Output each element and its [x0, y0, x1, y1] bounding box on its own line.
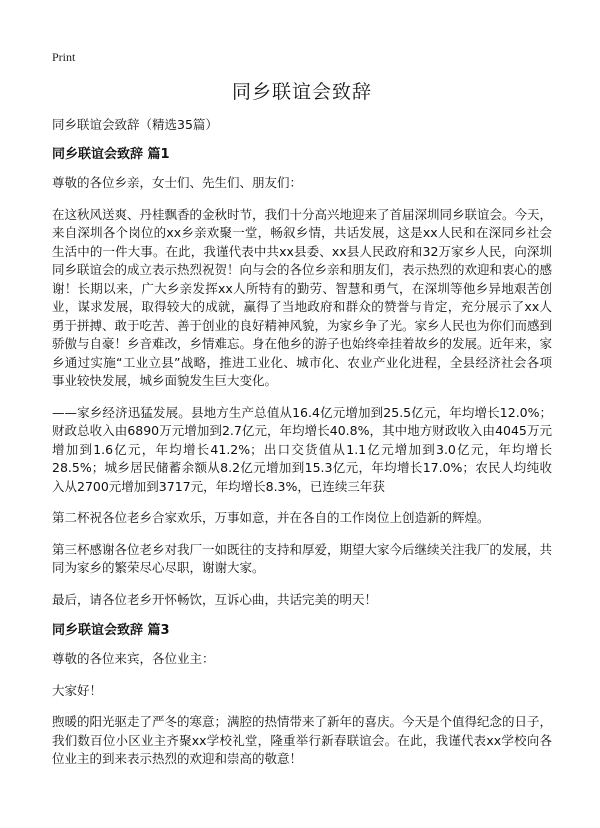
print-link[interactable]: Print	[52, 50, 76, 64]
body-paragraph: 在这秋风送爽、丹桂飘香的金秋时节，我们十分高兴地迎来了首届深圳同乡联谊会。今天，来自深圳各个岗位的xx乡亲欢聚一堂，畅叙乡情，共话发展，这是xx人民和在深同乡社会生活中的一件大事。在此，我谨代表中共xx县委、xx县人民政府和32万家乡人民，向深圳同乡联谊会的成立表示热烈祝贺！向与会的各位乡亲和朋友们，表示热烈的欢迎和衷心的感谢！长期以来，广大乡亲发挥xx人所特有的勤劳、智慧和勇气，在深圳等他乡异地艰苦创业，谋求发展，取得较大的成就，赢得了当地政府和群众的赞誉与肯定，充分展示了xx人勇于拼搏、敢于吃苦、善于创业的良好精神风貌，为家乡争了光。家乡人民也为你们而感到骄傲与自豪！乡音难改，乡情难忘。身在他乡的游子也始终牵挂着故乡的发展。近年来，家乡通过实施“工业立县”战略，推进工业化、城市化、农业产业化进程，全县经济社会各项事业较快发展，城乡面貌发生巨大变化。	[52, 206, 553, 388]
greeting-paragraph: 尊敬的各位来宾，各位业主：	[52, 651, 215, 666]
page-title: 同乡联谊会致辞	[231, 81, 372, 103]
section-heading: 同乡联谊会致辞 篇3	[52, 623, 170, 638]
greeting-paragraph: 尊敬的各位乡亲，女士们、先生们、朋友们：	[52, 175, 303, 190]
body-paragraph: 最后，请各位老乡开怀畅饮，互诉心曲，共话完美的明天！	[52, 591, 378, 607]
body-paragraph: 第三杯感谢各位老乡对我厂一如既往的支持和厚爱，期望大家今后继续关注我厂的发展，共同为家乡的繁荣尽心尽职，谢谢大家。	[52, 541, 553, 575]
section-heading: 同乡联谊会致辞 篇1	[52, 147, 170, 162]
article	[52, 78, 552, 782]
body-paragraph: 大家好！	[52, 682, 103, 698]
body-paragraph: ——家乡经济迅猛发展。县地方生产总值从16.4亿元增加到25.5亿元，年均增长12.0%；财政总收入由6890万元增加到2.7亿元，年均增长40.8%，其中地方财政收入由4045万元增加到1.6亿元，年均增长41.2%；出口交货值从1.1亿元增加到3.0亿元，年均增长28.5%；城乡居民储蓄余额从8.2亿元增加到15.3亿元，年均增长17.0%；农民人均纯收入从2700元增加到3717元，年均增长8.3%，已连续三年获	[52, 404, 552, 494]
body-paragraph: 煦暖的阳光驱走了严冬的寒意；满腔的热情带来了新年的喜庆。今天是个值得纪念的日子，我们数百位小区业主齐聚xx学校礼堂，隆重举行新春联谊会。在此，我谨代表xx学校向各位业主的到来表示热烈的欢迎和崇高的敬意！	[52, 714, 553, 766]
body-paragraph: 第二杯祝各位老乡合家欢乐，万事如意，并在各自的工作岗位上创造新的辉煌。	[52, 510, 490, 525]
speech-section-1	[52, 146, 552, 609]
article-subtitle: 同乡联谊会致辞（精选35篇）	[52, 117, 218, 132]
speech-section-3	[52, 622, 552, 769]
